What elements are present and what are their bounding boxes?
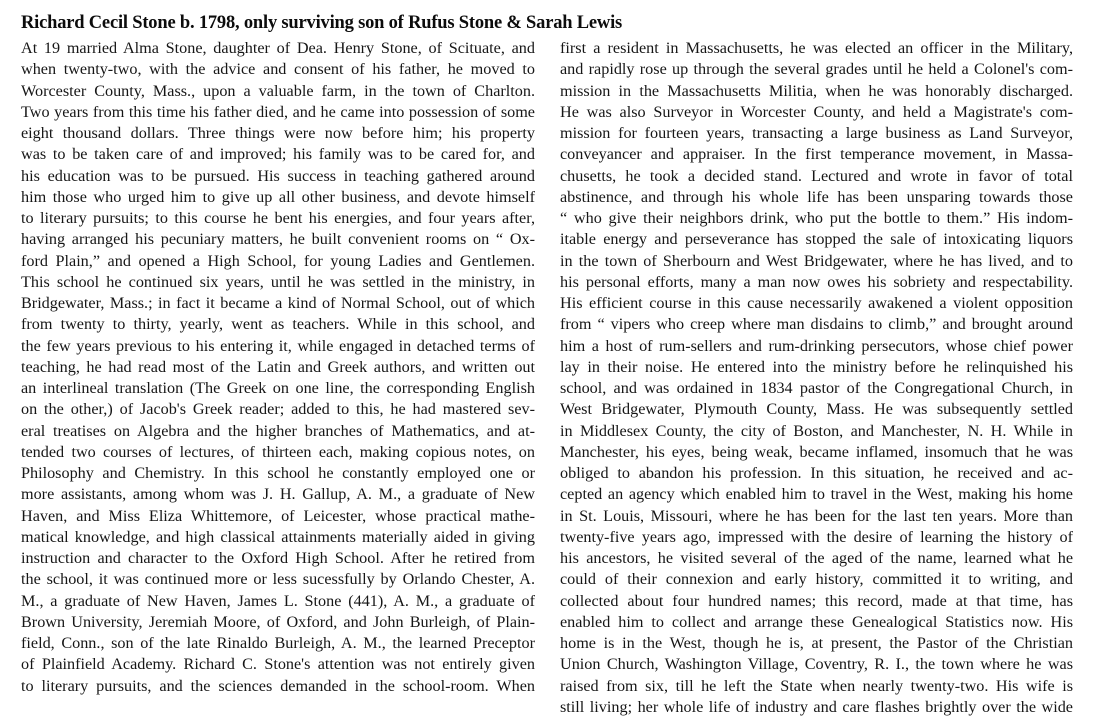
- text-line: [21, 59, 535, 80]
- text-line: [560, 59, 1073, 80]
- text-line: [560, 378, 1073, 399]
- text-line: [21, 484, 535, 505]
- text-line-content: ford Plain,” and opened a High School, for young Ladies and Gentlemen.: [21, 251, 535, 270]
- text-line: [560, 527, 1073, 548]
- text-line: [560, 421, 1073, 442]
- text-line-content: M., a graduate of New Haven, James L. Stone (441), A. M., a graduate of: [21, 591, 535, 610]
- text-line: [21, 336, 535, 357]
- text-line-content: raised from six, till he left the State when nearly twenty-two. His wife is: [560, 676, 1073, 695]
- text-line: [560, 569, 1073, 590]
- text-line-content: his ancestors, he visited several of the aged of the name, learned what he: [560, 549, 1073, 567]
- text-line-content: Two years from this time his father died, and he came into possession of some: [21, 102, 535, 121]
- text-line: [21, 144, 535, 165]
- text-line-content: He was also Surveyor in Worcester County, and held a Magistrate's com-: [560, 102, 1073, 121]
- text-line: [560, 272, 1073, 293]
- text-line-content: his personal efforts, many a man now owes his sobriety and respectability.: [560, 272, 1073, 291]
- text-line: [21, 506, 535, 527]
- text-line: [21, 463, 535, 484]
- text-line-content: mission in the Massachusetts Militia, when he was honorably discharged.: [560, 81, 1073, 100]
- text-line: [21, 102, 535, 123]
- text-line-content: matical knowledge, and high classical attainments materially aided in giving: [21, 527, 535, 546]
- text-line: [560, 187, 1073, 208]
- text-line: [560, 697, 1073, 718]
- text-line-content: first a resident in Massachusetts, he was elected an officer in the Military,: [560, 39, 1073, 57]
- right-column: [560, 38, 1073, 718]
- text-line: [560, 612, 1073, 633]
- text-line-content: from twenty to thirty, yearly, went as teachers. While in this school, and: [21, 315, 535, 334]
- text-line: [21, 357, 535, 378]
- text-line: [21, 208, 535, 229]
- text-line-content: Bridgewater, Mass.; in fact it became a kind of Normal School, out of which: [21, 294, 535, 312]
- text-line: [21, 293, 535, 314]
- text-line: [560, 591, 1073, 612]
- text-line: [560, 633, 1073, 654]
- text-line-content: Union Church, Washington Village, Coventry, R. I., the town where he was: [560, 655, 1073, 674]
- text-line: [21, 548, 535, 569]
- text-line-content: mission for fourteen years, transacting a large business as Land Surveyor,: [560, 124, 1073, 142]
- text-line-content: an interlineal translation (The Greek on one line, the corresponding English: [21, 379, 535, 397]
- text-line: [21, 314, 535, 335]
- text-line-content: Worcester County, Mass., upon a valuable farm, in the town of Charlton.: [21, 81, 535, 100]
- text-line: [21, 591, 535, 612]
- text-line: [21, 187, 535, 208]
- text-line-content: Brown University, Jeremiah Moore, of Oxford, and John Burleigh, of Plain-: [21, 612, 535, 631]
- text-line-content: tended two courses of lectures, of thirteen each, making copious notes, on: [21, 442, 535, 461]
- text-line-content: His efficient course in this cause necessarily awakened a violent opposition: [560, 294, 1073, 312]
- text-line-content: of Plainfield Academy. Richard C. Stone's attention was not entirely given: [21, 655, 535, 674]
- text-line: [21, 229, 535, 250]
- text-line-content: At 19 married Alma Stone, daughter of Dea. Henry Stone, of Scituate, and: [21, 39, 535, 57]
- text-line: [560, 336, 1073, 357]
- text-line: [560, 463, 1073, 484]
- text-line: [21, 399, 535, 420]
- text-line-content: obliged to abandon his profession. In this situation, he received and ac-: [560, 464, 1073, 482]
- text-line-content: eight thousand dollars. Three things were now before him; his property: [21, 124, 535, 142]
- text-line-content: lay in their noise. He entered into the ministry before he relinquished his: [560, 357, 1073, 376]
- text-line-content: Manchester, his eyes, being weak, became inflamed, insomuch that he was: [560, 442, 1073, 461]
- text-line: [560, 144, 1073, 165]
- text-line: [21, 633, 535, 654]
- text-line-content: in St. Louis, Missouri, where he has been for the last ten years. More than: [560, 506, 1073, 525]
- text-line: [21, 676, 535, 697]
- text-line-content: teaching, he had read most of the Latin and Greek authors, and written out: [21, 357, 535, 376]
- text-line-content: to literary pursuits; to this course he bent his energies, and four years after,: [21, 209, 535, 227]
- text-line: [560, 506, 1073, 527]
- text-line-content: chusetts, he took a decided stand. Lectured and wrote in favor of total: [560, 166, 1073, 185]
- text-line-content: West Bridgewater, Plymouth County, Mass. He was subsequently settled: [560, 400, 1073, 419]
- text-line-content: in the town of Sherbourn and West Bridgewater, where he has lived, and to: [560, 251, 1073, 270]
- text-line: [560, 208, 1073, 229]
- text-line: [21, 612, 535, 633]
- text-line-content: could of their connexion and early history, committed it to writing, and: [560, 570, 1073, 589]
- text-line-content: field, Conn., son of the late Rinaldo Burleigh, A. M., the learned Preceptor: [21, 634, 535, 652]
- text-line-content: the few years previous to his entering it, while engaged in detached terms of: [21, 336, 535, 355]
- text-line: [560, 357, 1073, 378]
- text-line-content: This school he continued six years, until he was settled in the ministry, in: [21, 272, 535, 291]
- text-line-content: and rapidly rose up through the several grades until he held a Colonel's com-: [560, 60, 1073, 79]
- text-line-content: itable energy and perseverance has stopped the sale of intoxicating liquors: [560, 230, 1073, 249]
- text-line-content: cepted an agency which enabled him to travel in the West, making his home: [560, 485, 1073, 504]
- text-line-content: was to be taken care of and improved; his family was to be cared for, and: [21, 145, 535, 164]
- text-line-content: when twenty-two, with the advice and consent of his father, he moved to: [21, 60, 535, 79]
- text-line-content: him a host of rum-sellers and rum-drinking persecutors, whose chief power: [560, 336, 1073, 355]
- text-line: [21, 378, 535, 399]
- text-line: [560, 38, 1073, 59]
- text-line: [21, 569, 535, 590]
- left-column: [21, 38, 535, 697]
- text-line: [560, 102, 1073, 123]
- text-line-content: Haven, and Miss Eliza Whittemore, of Leicester, whose practical mathe-: [21, 506, 535, 525]
- text-line: [560, 676, 1073, 697]
- text-line: [21, 272, 535, 293]
- text-line: [21, 123, 535, 144]
- text-line-content: still living; her whole life of industry and care flashes brightly over the wide: [560, 697, 1073, 716]
- text-line-content: conveyancer and appraiser. In the first temperance movement, in Massa-: [560, 145, 1073, 164]
- text-line-content: to literary pursuits, and the sciences demanded in the school-room. When: [21, 676, 535, 695]
- text-line-content: instruction and character to the Oxford High School. After he retired from: [21, 549, 535, 567]
- text-line: [560, 654, 1073, 675]
- text-line: [560, 484, 1073, 505]
- text-line: [21, 81, 535, 102]
- text-line-content: home is in the West, though he is, at present, the Pastor of the Christian: [560, 634, 1073, 652]
- text-line-content: on the other,) of Jacob's Greek reader; added to this, he had mastered sev-: [21, 400, 535, 419]
- text-line-content: collected about four hundred names; this record, made at that time, has: [560, 591, 1073, 610]
- text-line: [560, 314, 1073, 335]
- text-line-content: school, and was ordained in 1834 pastor of the Congregational Church, in: [560, 379, 1073, 397]
- text-line-content: twenty-five years ago, impressed with the desire of learning the history of: [560, 527, 1073, 546]
- text-line-content: having arranged his pecuniary matters, he built convenient rooms on “ Ox-: [21, 230, 535, 249]
- text-line-content: him those who urged him to give up all other business, and devote himself: [21, 187, 535, 206]
- text-line: [560, 548, 1073, 569]
- text-line-content: Philosophy and Chemistry. In this school he constantly employed one or: [21, 464, 535, 482]
- text-line-content: from “ vipers who creep where man disdains to climb,” and brought around: [560, 315, 1073, 334]
- text-line: [560, 442, 1073, 463]
- text-line: [560, 123, 1073, 144]
- text-line-content: more assistants, among whom was J. H. Gallup, A. M., a graduate of New: [21, 485, 535, 504]
- text-line: [560, 293, 1073, 314]
- text-line-content: eral treatises on Algebra and the higher branches of Mathematics, and at-: [21, 421, 535, 440]
- text-line: [21, 654, 535, 675]
- text-line: [560, 166, 1073, 187]
- text-line: [560, 251, 1073, 272]
- text-line: [560, 399, 1073, 420]
- text-line-content: enabled him to collect and arrange these Genealogical Statistics now. His: [560, 612, 1073, 631]
- text-line: [21, 527, 535, 548]
- text-line: [21, 251, 535, 272]
- text-line: [560, 81, 1073, 102]
- text-line-content: in Middlesex County, the city of Boston, and Manchester, N. H. While in: [560, 421, 1073, 440]
- text-line-content: the school, it was continued more or less sucessfully by Orlando Chester, A.: [21, 570, 535, 589]
- text-line: [21, 442, 535, 463]
- text-line: [560, 229, 1073, 250]
- page-title: Richard Cecil Stone b. 1798, only surviving son of Rufus Stone & Sarah Lewis: [21, 13, 623, 33]
- text-line: [21, 38, 535, 59]
- text-line-content: his education was to be pursued. His success in teaching gathered around: [21, 166, 535, 185]
- text-line: [21, 166, 535, 187]
- text-line-content: “ who give their neighbors drink, who put the bottle to them.” His indom-: [560, 209, 1073, 227]
- text-line: [21, 421, 535, 442]
- text-line-content: abstinence, and through his whole life has been unsparing towards those: [560, 187, 1073, 206]
